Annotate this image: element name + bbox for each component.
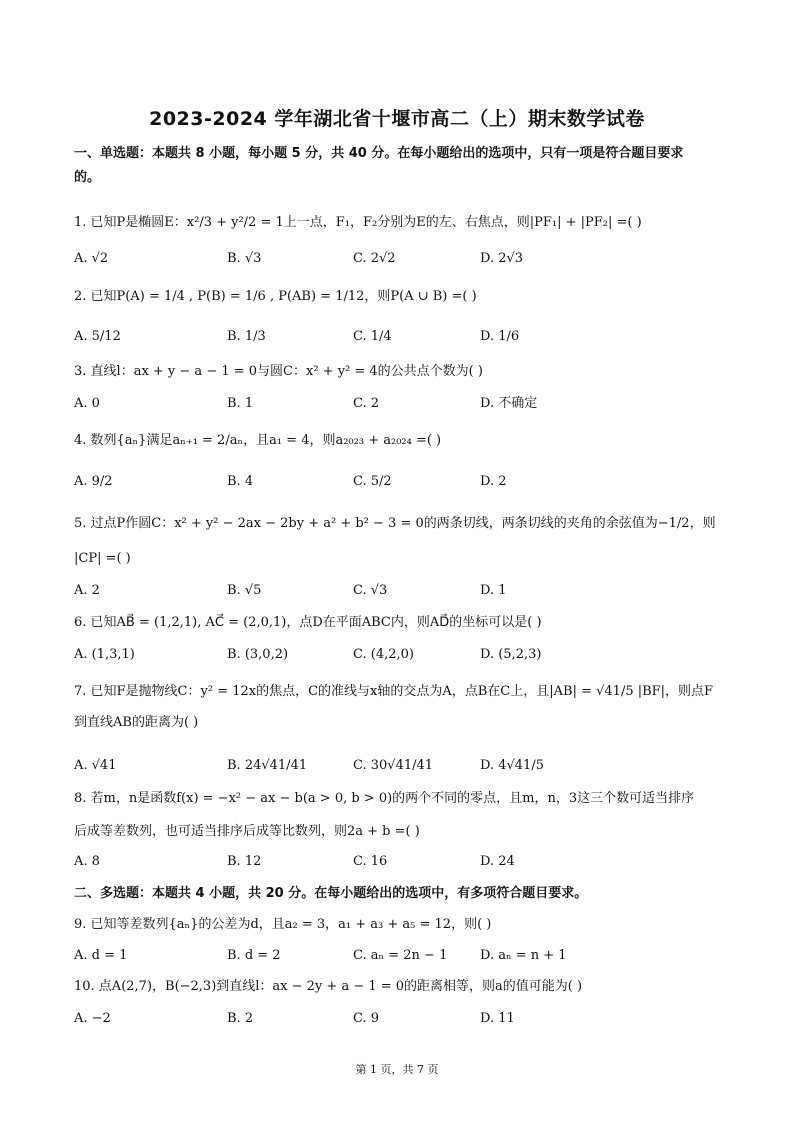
question-7-option-a: A. √41 [74, 758, 117, 773]
question-7-option-d: D. 4√41/5 [480, 758, 544, 773]
question-2-stem-line-1: 2. 已知P(A) = 1/4 , P(B) = 1/6 , P(AB) = 1/12，则P(A ∪ B) =( ) [74, 289, 477, 304]
question-1-option-d: D. 2√3 [480, 251, 524, 266]
question-6-stem [74, 610, 724, 635]
question-5-option-b: B. √5 [227, 583, 262, 598]
question-3-stem [74, 359, 724, 384]
question-5-stem [74, 511, 724, 571]
question-8-stem-line-2: 后成等差数列，也可适当排序后成等比数列，则2a + b =( ) [74, 824, 420, 839]
question-5-option-c: C. √3 [353, 583, 388, 598]
question-4-option-c: C. 5/2 [353, 474, 392, 489]
question-9-options [74, 942, 724, 970]
question-5-stem-line-2: |CP| =( ) [74, 551, 131, 566]
question-7-stem-line-1: 7. 已知F是抛物线C：y² = 12x的焦点，C的准线与x轴的交点为A，点B在C上，且|AB| = √41/5 |BF|，则点F [74, 684, 714, 699]
question-1-option-c: C. 2√2 [353, 251, 396, 266]
question-7-option-c: C. 30√41/41 [353, 758, 434, 773]
question-4-option-a: A. 9/2 [74, 474, 113, 489]
question-7-stem [74, 679, 724, 735]
question-6-options [74, 641, 724, 669]
question-8-option-c: C. 16 [353, 854, 388, 869]
question-2-option-d: D. 1/6 [480, 329, 520, 344]
question-8-stem [74, 786, 724, 844]
question-8-options [74, 848, 724, 876]
question-10-option-b: B. 2 [227, 1011, 254, 1026]
question-3-option-d: D. 不确定 [480, 396, 538, 411]
question-1-option-a: A. √2 [74, 251, 109, 266]
question-6-option-a: A. (1,3,1) [74, 647, 135, 662]
question-10-options [74, 1005, 724, 1033]
section-1-line-1: 一、单选题：本题共 8 小题，每小题 5 分，共 40 分。在每小题给出的选项中，只有一项是符合题目要求 [74, 146, 684, 161]
question-1-stem-line-1: 1. 已知P是椭圆E：x²/3 + y²/2 = 1上一点，F₁，F₂分别为E的左、右焦点，则|PF₁| + |PF₂| =( ) [74, 215, 642, 230]
question-4-option-d: D. 2 [480, 474, 507, 489]
question-8-option-b: B. 12 [227, 854, 262, 869]
question-7-options [74, 752, 724, 780]
question-9-option-d: D. aₙ = n + 1 [480, 948, 567, 963]
question-4-options [74, 468, 724, 496]
question-10-option-c: C. 9 [353, 1011, 380, 1026]
question-2-options [74, 323, 724, 351]
question-1-options [74, 245, 724, 273]
question-10-stem-line-1: 10. 点A(2,7)，B(−2,3)到直线l：ax − 2y + a − 1 = 0的距离相等，则a的值可能为( ) [74, 979, 583, 994]
question-6-option-c: C. (4,2,0) [353, 647, 414, 662]
question-1-option-b: B. √3 [227, 251, 262, 266]
question-4-stem [74, 428, 724, 453]
question-9-option-a: A. d = 1 [74, 948, 128, 963]
question-10-stem [74, 974, 724, 999]
question-6-stem-line-1: 6. 已知AB⃗ = (1,2,1), AC⃗ = (2,0,1)，点D在平面ABC内，则AD⃗的坐标可以是( ) [74, 615, 542, 630]
section-2-heading: 二、多选题：本题共 4 小题，共 20 分。在每小题给出的选项中，有多项符合题目要求。 [74, 886, 588, 901]
question-8-option-a: A. 8 [74, 854, 100, 869]
question-3-option-b: B. 1 [227, 396, 254, 411]
page-footer: 第 1 页，共 7 页 [355, 1063, 439, 1076]
question-10-option-d: D. 11 [480, 1011, 515, 1026]
question-2-option-c: C. 1/4 [353, 329, 392, 344]
question-1-stem [74, 210, 724, 235]
question-5-option-a: A. 2 [74, 583, 100, 598]
question-8-option-d: D. 24 [480, 854, 515, 869]
question-8-stem-line-1: 8. 若m，n是函数f(x) = −x² − ax − b(a > 0, b > 0)的两个不同的零点，且m，n，3这三个数可适当排序 [74, 791, 695, 806]
question-2-option-b: B. 1/3 [227, 329, 266, 344]
question-4-option-b: B. 4 [227, 474, 254, 489]
question-7-stem-line-2: 到直线AB的距离为( ) [74, 715, 199, 730]
question-3-option-a: A. 0 [74, 396, 100, 411]
question-9-option-b: B. d = 2 [227, 948, 281, 963]
page-title: 2023-2024 学年湖北省十堰市高二（上）期末数学试卷 [149, 108, 645, 130]
question-9-option-c: C. aₙ = 2n − 1 [353, 948, 448, 963]
question-7-option-b: B. 24√41/41 [227, 758, 308, 773]
question-3-stem-line-1: 3. 直线l：ax + y − a − 1 = 0与圆C：x² + y² = 4的公共点个数为( ) [74, 364, 483, 379]
question-5-stem-line-1: 5. 过点P作圆C：x² + y² − 2ax − 2by + a² + b² − 3 = 0的两条切线，两条切线的夹角的余弦值为−1/2，则 [74, 516, 716, 531]
question-3-options [74, 390, 724, 418]
question-6-option-b: B. (3,0,2) [227, 647, 289, 662]
question-10-option-a: A. −2 [74, 1011, 111, 1026]
question-5-options [74, 577, 724, 605]
question-9-stem-line-1: 9. 已知等差数列{aₙ}的公差为d，且a₂ = 3，a₁ + a₃ + a₅ = 12，则( ) [74, 917, 492, 932]
question-2-option-a: A. 5/12 [74, 329, 121, 344]
section-1-heading [74, 142, 724, 190]
section-1-line-2: 的。 [74, 170, 101, 185]
question-5-option-d: D. 1 [480, 583, 507, 598]
question-2-stem [74, 284, 724, 309]
question-4-stem-line-1: 4. 数列{aₙ}满足aₙ₊₁ = 2/aₙ，且a₁ = 4，则a₂₀₂₃ + a₂₀₂₄ =( ) [74, 433, 442, 448]
question-6-option-d: D. (5,2,3) [480, 647, 542, 662]
question-3-option-c: C. 2 [353, 396, 380, 411]
question-9-stem [74, 912, 724, 937]
